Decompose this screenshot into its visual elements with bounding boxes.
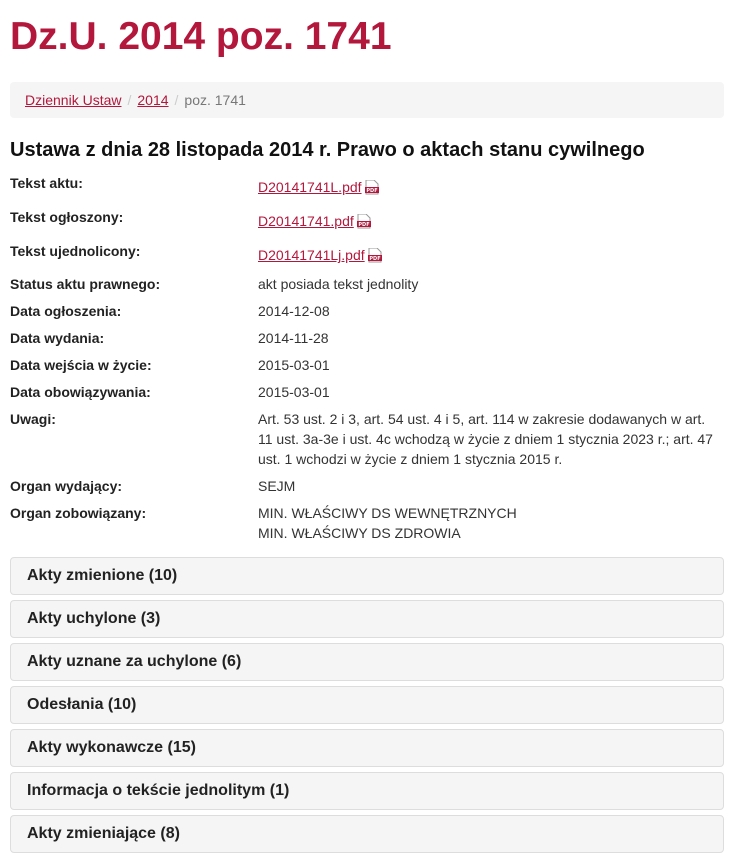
detail-value: 2014-12-08 bbox=[258, 303, 330, 319]
breadcrumb-separator: / bbox=[127, 92, 132, 108]
detail-value: SEJM bbox=[258, 478, 296, 494]
pdf-icon[interactable] bbox=[368, 248, 382, 263]
detail-label: Data wejścia w życie: bbox=[10, 357, 152, 373]
breadcrumb-link-year[interactable]: 2014 bbox=[137, 92, 169, 108]
breadcrumb-current: poz. 1741 bbox=[184, 92, 246, 108]
panel-akty-uchylone[interactable]: Akty uchylone (3) bbox=[10, 600, 724, 638]
panel-odeslania[interactable]: Odesłania (10) bbox=[10, 686, 724, 724]
panel-akty-zmieniajace[interactable]: Akty zmieniające (8) bbox=[10, 815, 724, 853]
detail-value: 2015-03-01 bbox=[258, 357, 330, 373]
detail-label: Organ zobowiązany: bbox=[10, 505, 147, 521]
detail-value: 2015-03-01 bbox=[258, 384, 330, 400]
pdf-icon[interactable] bbox=[365, 180, 379, 195]
detail-label: Organ wydający: bbox=[10, 478, 123, 494]
detail-label: Data ogłoszenia: bbox=[10, 303, 122, 319]
page-title: Dz.U. 2014 poz. 1741 bbox=[10, 15, 392, 58]
detail-label: Status aktu prawnego: bbox=[10, 276, 161, 292]
pdf-link-tekst-ogloszony[interactable]: D20141741.pdf bbox=[258, 213, 354, 229]
pdf-icon[interactable] bbox=[357, 214, 371, 229]
detail-value: MIN. WŁAŚCIWY DS ZDROWIA bbox=[258, 525, 461, 541]
detail-label: Tekst aktu: bbox=[10, 175, 83, 191]
panel-akty-wykonawcze[interactable]: Akty wykonawcze (15) bbox=[10, 729, 724, 767]
svg-text:PDF: PDF bbox=[369, 256, 381, 262]
breadcrumb-link-dziennik-ustaw[interactable]: Dziennik Ustaw bbox=[25, 92, 122, 108]
breadcrumb-separator: / bbox=[174, 92, 179, 108]
detail-value: Art. 53 ust. 2 i 3, art. 54 ust. 4 i 5, art. 114 w zakresie dodawanych w art. 11 ust. 3a-3e i ust. 4c wchodzą w życie z dniem 1 stycznia 2023 r.; art. 47 ust. 1 wchodzi w życie z dniem 1 stycznia 2015 r. bbox=[258, 411, 713, 467]
panel-informacja-o-tekscie-jednolitym[interactable]: Informacja o tekście jednolitym (1) bbox=[10, 772, 724, 810]
svg-text:PDF: PDF bbox=[365, 188, 378, 194]
detail-label: Tekst ogłoszony: bbox=[10, 209, 124, 225]
breadcrumb bbox=[10, 82, 724, 118]
pdf-link-tekst-aktu[interactable]: D20141741L.pdf bbox=[258, 179, 362, 195]
panel-akty-zmienione[interactable]: Akty zmienione (10) bbox=[10, 557, 724, 595]
detail-value: akt posiada tekst jednolity bbox=[258, 276, 419, 292]
panel-akty-uznane-za-uchylone[interactable]: Akty uznane za uchylone (6) bbox=[10, 643, 724, 681]
detail-label: Uwagi: bbox=[10, 411, 56, 427]
detail-label: Data obowiązywania: bbox=[10, 384, 151, 400]
detail-value: MIN. WŁAŚCIWY DS WEWNĘTRZNYCH bbox=[258, 505, 517, 521]
pdf-link-tekst-ujednolicony[interactable]: D20141741Lj.pdf bbox=[258, 247, 365, 263]
detail-label: Data wydania: bbox=[10, 330, 105, 346]
detail-value: 2014-11-28 bbox=[258, 330, 329, 346]
act-title: Ustawa z dnia 28 listopada 2014 r. Prawo o aktach stanu cywilnego bbox=[10, 139, 645, 161]
detail-label: Tekst ujednolicony: bbox=[10, 243, 141, 259]
svg-text:PDF: PDF bbox=[358, 222, 370, 228]
